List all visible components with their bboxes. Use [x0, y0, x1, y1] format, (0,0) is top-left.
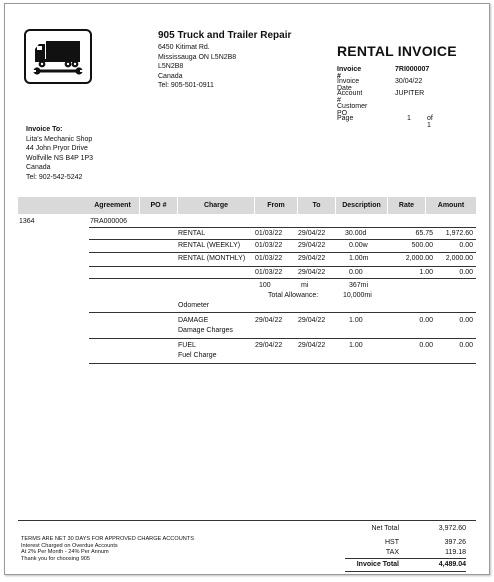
row-divider: [89, 227, 476, 228]
row-desc: 1.00: [349, 342, 363, 349]
bill-to-line: Lita's Mechanic Shop: [26, 135, 93, 143]
row-amount: 0.00: [459, 242, 473, 249]
account-number: JUPITER: [395, 90, 425, 98]
page-number: 1: [407, 114, 411, 122]
row-from: 01/03/22: [255, 230, 283, 237]
col-to: To: [298, 197, 336, 214]
company-address-line: Mississauga ON L5N2B8: [158, 53, 237, 61]
row-divider: [89, 266, 476, 267]
bill-to: [26, 125, 93, 183]
row-desc: 1.00: [349, 317, 363, 324]
row-from: 01/03/22: [255, 269, 283, 276]
company-address-line: L5N2B8: [158, 63, 184, 71]
row-amount: 1,972.60: [445, 230, 473, 237]
row-from: 29/04/22: [255, 342, 283, 349]
hst-value: 397.26: [444, 539, 466, 546]
row-divider: [89, 338, 476, 339]
row-rate: 0.00: [419, 317, 433, 324]
meta-label: Invoice #: [337, 66, 362, 80]
terms-line: Interest Charged on Overdue Accounts: [21, 542, 118, 549]
row-from: 29/04/22: [255, 317, 283, 324]
row-divider: [89, 363, 476, 364]
terms-line: At 2% Per Month - 24% Per Annum: [21, 549, 109, 556]
row-charge: RENTAL (MONTHLY): [178, 255, 246, 262]
net-total-label: Net Total: [371, 525, 399, 532]
company-phone: Tel: 905-501-0911: [158, 82, 214, 90]
payment-terms: [21, 536, 194, 562]
odometer-unit: mi: [301, 282, 309, 289]
allowance-label: Total Allowance:: [268, 292, 319, 299]
page-of: of 1: [427, 114, 433, 129]
row-desc: 30.00d: [345, 230, 367, 237]
bill-to-line: 44 John Pryor Drive: [26, 145, 88, 153]
invoice-total-label: Invoice Total: [356, 561, 399, 568]
col-po: PO #: [140, 197, 178, 214]
row-to: 29/04/22: [298, 317, 326, 324]
terms-line: TERMS ARE NET 30 DAYS FOR APPROVED CHARGE ACCOUNTS: [21, 536, 194, 542]
row-rate: 500.00: [411, 242, 433, 249]
row-to: 29/04/22: [298, 269, 326, 276]
net-total-value: 3,972.60: [438, 525, 466, 532]
row-desc: 0.00w: [349, 242, 368, 249]
row-charge: DAMAGE: [178, 317, 209, 324]
row-rate: 0.00: [419, 342, 433, 349]
invoice-title: RENTAL INVOICE: [337, 43, 457, 59]
odometer-used: 367mi: [349, 282, 369, 289]
company-address-line: Canada: [158, 72, 183, 80]
row-to: 29/04/22: [298, 342, 326, 349]
odometer-label: Odometer: [178, 302, 210, 309]
invoice-date: 30/04/22: [395, 78, 423, 86]
company-address-line: 6450 Kitimat Rd.: [158, 44, 210, 51]
truck-wrench-icon: [24, 29, 92, 84]
col-charge: Charge: [178, 197, 255, 214]
row-charge: FUEL: [178, 342, 196, 349]
row-desc: 0.00: [349, 269, 363, 276]
row-divider: [89, 239, 476, 240]
tax-value: 119.18: [445, 549, 466, 556]
odometer-qty: 100: [259, 282, 271, 289]
agreement-number: 7RA000006: [90, 218, 127, 225]
meta-label: Invoice Date: [337, 78, 360, 93]
total-underline: [345, 571, 466, 572]
col-description: Description: [336, 197, 388, 214]
row-charge: RENTAL (WEEKLY): [178, 242, 241, 249]
row-rate: 2,000.00: [405, 255, 433, 262]
row-charge: RENTAL: [178, 230, 206, 237]
row-rate: 65.75: [415, 230, 433, 237]
unit-number: 1364: [19, 218, 35, 225]
invoice-page: [4, 3, 490, 575]
company-name: 905 Truck and Trailer Repair: [158, 30, 292, 41]
footer-divider: [18, 520, 476, 521]
row-from: 01/03/22: [255, 255, 283, 262]
row-charge-sub: Fuel Charge: [178, 352, 217, 359]
invoice-number: 7RI000007: [395, 66, 430, 73]
row-divider: [89, 252, 476, 253]
terms-line: Thank you for choosing 905: [21, 555, 91, 562]
col-agreement: Agreement: [86, 197, 140, 214]
col-rate: Rate: [388, 197, 426, 214]
meta-label: Page: [337, 114, 354, 122]
col-from: From: [255, 197, 298, 214]
company-address: [158, 43, 236, 91]
tax-label: TAX: [385, 549, 399, 556]
row-divider: [89, 312, 476, 313]
invoice-total-value: 4,489.04: [438, 561, 466, 568]
row-amount: 0.00: [459, 269, 473, 276]
allowance-value: 10,000mi: [343, 292, 372, 299]
meta-label: Account #: [337, 90, 363, 105]
row-rate: 1.00: [419, 269, 433, 276]
col-amount: Amount: [437, 202, 465, 209]
total-divider: [345, 558, 466, 559]
row-to: 29/04/22: [298, 230, 326, 237]
row-amount: 0.00: [459, 317, 473, 324]
bill-to-heading: Invoice To:: [26, 126, 63, 133]
table-header: [18, 197, 476, 214]
row-charge-sub: Damage Charges: [178, 327, 233, 334]
meta-label: Customer PO: [337, 102, 368, 117]
bill-to-line: Wolfville NS B4P 1P3: [26, 154, 94, 162]
row-divider: [89, 278, 476, 279]
row-to: 29/04/22: [298, 242, 326, 249]
row-from: 01/03/22: [255, 242, 283, 249]
row-desc: 1.00m: [349, 255, 369, 262]
bill-to-line: Canada: [26, 164, 51, 172]
row-amount: 2,000.00: [445, 255, 473, 262]
row-amount: 0.00: [459, 342, 473, 349]
row-to: 29/04/22: [298, 255, 326, 262]
hst-label: HST: [385, 539, 399, 546]
bill-to-phone: Tel: 902-542-5242: [26, 173, 83, 181]
